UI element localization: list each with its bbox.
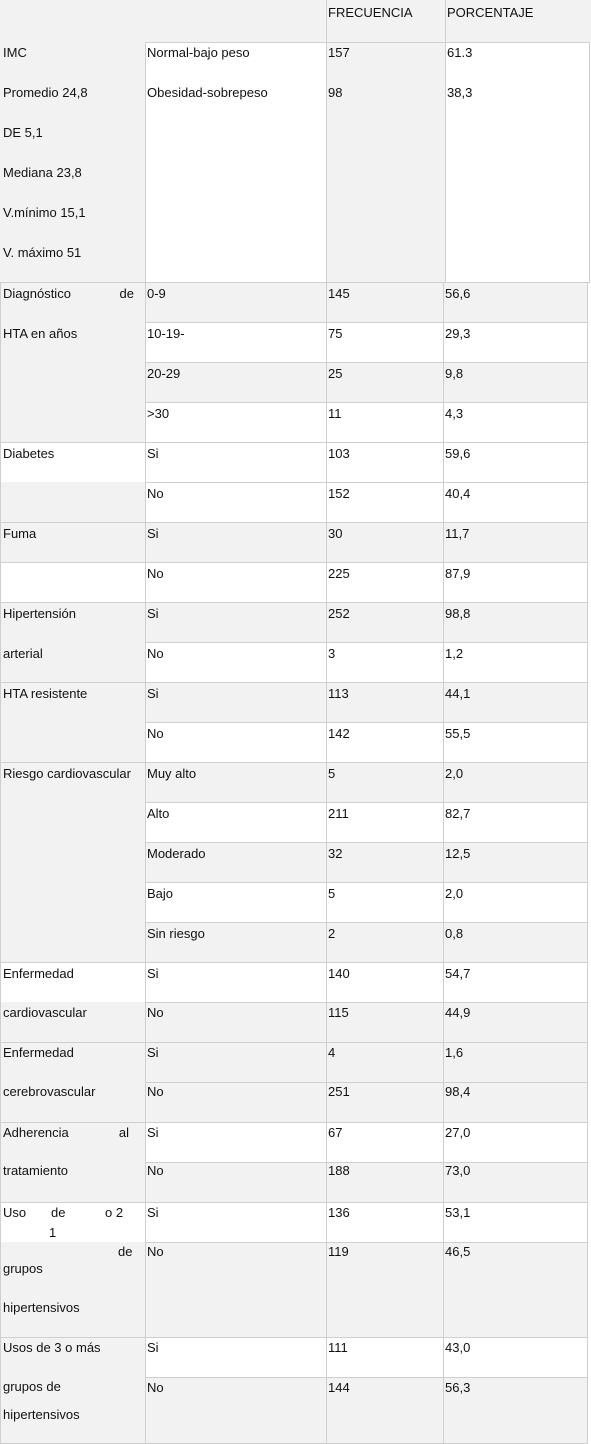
category-cell: 20-29 — [147, 366, 181, 381]
imc-stat: Promedio 24,8 — [3, 85, 88, 100]
category-cell: >30 — [147, 406, 170, 421]
percentage-cell: 1,2 — [445, 646, 464, 661]
frequency-cell: 75 — [328, 326, 343, 341]
imc-stat: V.mínimo 15,1 — [3, 205, 86, 220]
group-label-uso12-superscript: 1 — [49, 1225, 57, 1240]
group-label-uso12-line3: grupos — [3, 1261, 43, 1276]
category-cell: No — [147, 726, 164, 741]
category-cell: Si — [147, 1205, 159, 1220]
percentage-cell: 61.3 — [447, 45, 473, 60]
frequency-cell: 119 — [328, 1244, 349, 1259]
category-cell: Si — [147, 1125, 159, 1140]
category-cell: No — [147, 1084, 164, 1099]
category-cell: Moderado — [147, 846, 206, 861]
group-label-enf-cardiovascular: Enfermedad — [3, 966, 74, 981]
frequency-cell: 211 — [328, 806, 349, 821]
category-cell: Si — [147, 1340, 159, 1355]
percentage-cell: 44,9 — [445, 1005, 471, 1020]
frequency-cell: 2 — [328, 926, 336, 941]
percentage-cell: 4,3 — [445, 406, 464, 421]
group-label-adherencia-line2: tratamiento — [3, 1163, 69, 1178]
group-label-diagnostico: Diagnóstico de — [3, 286, 134, 301]
frequency-cell: 145 — [328, 286, 350, 301]
group-label-uso12-word: de — [118, 1244, 133, 1259]
percentage-cell: 54,7 — [445, 966, 471, 981]
percentage-cell: 27,0 — [445, 1125, 471, 1140]
imc-label: IMC — [3, 45, 27, 60]
group-label-fuma: Fuma — [3, 526, 37, 541]
category-cell: Sin riesgo — [147, 926, 205, 941]
category-cell: Si — [147, 1045, 159, 1060]
category-cell: No — [147, 1380, 164, 1395]
group-label-enf-cardiovascular-line2: cardiovascular — [3, 1005, 87, 1020]
group-label-uso12-line4: hipertensivos — [3, 1300, 80, 1315]
frequency-cell: 188 — [328, 1163, 350, 1178]
percentage-cell: 38,3 — [447, 85, 473, 100]
group-label-uso12-word: o 2 — [105, 1205, 124, 1220]
group-label-riesgo: Riesgo cardiovascular — [3, 766, 131, 781]
group-label-uso12-word: Uso — [3, 1205, 27, 1220]
percentage-cell: 44,1 — [445, 686, 471, 701]
percentage-cell: 55,5 — [445, 726, 471, 741]
frequency-cell: 30 — [328, 526, 343, 541]
group-label-hipertension: Hipertensión — [3, 606, 76, 621]
percentage-cell: 53,1 — [445, 1205, 471, 1220]
percentage-cell: 46,5 — [445, 1244, 471, 1259]
percentage-cell: 9,8 — [445, 366, 464, 381]
category-cell: Si — [147, 526, 159, 541]
category-cell: No — [147, 1163, 164, 1178]
category-cell: Obesidad-sobrepeso — [147, 85, 268, 100]
frequency-cell: 3 — [328, 646, 336, 661]
category-cell: 0-9 — [147, 286, 166, 301]
imc-stat: Mediana 23,8 — [3, 165, 82, 180]
group-label-uso3-line3: hipertensivos — [3, 1407, 80, 1422]
group-label-enf-cerebrovascular-line2: cerebrovascular — [3, 1084, 96, 1099]
group-label-uso3: Usos de 3 o más — [3, 1340, 101, 1355]
frequency-cell: 225 — [328, 566, 350, 581]
frequency-cell: 111 — [328, 1340, 348, 1355]
percentage-cell: 1,6 — [445, 1045, 464, 1060]
frequency-cell: 4 — [328, 1045, 336, 1060]
frequency-cell: 98 — [328, 85, 343, 100]
frequency-cell: 136 — [328, 1205, 350, 1220]
category-cell: Alto — [147, 806, 170, 821]
percentage-cell: 0,8 — [445, 926, 464, 941]
category-cell: Si — [147, 446, 159, 461]
frequency-cell: 252 — [328, 606, 350, 621]
group-label-hipertension-line2: arterial — [3, 646, 43, 661]
percentage-cell: 43,0 — [445, 1340, 471, 1355]
percentage-cell: 73,0 — [445, 1163, 471, 1178]
group-label-adherencia: Adherencia al — [3, 1125, 129, 1140]
category-cell: Muy alto — [147, 766, 197, 781]
frequency-cell: 32 — [328, 846, 343, 861]
percentage-cell: 40,4 — [445, 486, 471, 501]
frequency-cell: 251 — [328, 1084, 350, 1099]
frequency-cell: 11 — [328, 406, 342, 421]
category-cell: Normal-bajo peso — [147, 45, 250, 60]
percentage-cell: 98,4 — [445, 1084, 471, 1099]
category-cell: No — [147, 486, 164, 501]
group-label-diagnostico-line2: HTA en años — [3, 326, 78, 341]
frequency-cell: 115 — [328, 1005, 349, 1020]
category-cell: No — [147, 566, 164, 581]
percentage-cell: 98,8 — [445, 606, 471, 621]
category-cell: 10-19- — [147, 326, 185, 341]
frequency-cell: 67 — [328, 1125, 343, 1140]
group-label-uso3-line2: grupos de — [3, 1379, 61, 1394]
category-cell: No — [147, 1244, 164, 1259]
percentage-cell: 12,5 — [445, 846, 471, 861]
percentage-cell: 59,6 — [445, 446, 471, 461]
imc-stat: V. máximo 51 — [3, 245, 82, 260]
group-label-hta-resistente: HTA resistente — [3, 686, 88, 701]
header-porcentaje: PORCENTAJE — [447, 5, 534, 20]
category-cell: Si — [147, 606, 159, 621]
percentage-cell: 11,7 — [445, 526, 470, 541]
percentage-cell: 29,3 — [445, 326, 471, 341]
imc-freq-cell — [326, 42, 445, 282]
category-cell: No — [147, 1005, 164, 1020]
percentage-cell: 56,3 — [445, 1380, 471, 1395]
category-cell: No — [147, 646, 164, 661]
percentage-cell: 56,6 — [445, 286, 471, 301]
frequency-cell: 5 — [328, 886, 336, 901]
category-cell: Si — [147, 686, 159, 701]
group-label-enf-cerebrovascular: Enfermedad — [3, 1045, 74, 1060]
percentage-cell: 82,7 — [445, 806, 471, 821]
group-label-diabetes: Diabetes — [3, 446, 55, 461]
percentage-cell: 2,0 — [445, 766, 464, 781]
frequency-cell: 140 — [328, 966, 350, 981]
frequency-cell: 5 — [328, 766, 336, 781]
frequency-cell: 25 — [328, 366, 343, 381]
frequency-cell: 103 — [328, 446, 350, 461]
frequency-cell: 157 — [328, 45, 350, 60]
frequency-cell: 152 — [328, 486, 350, 501]
category-cell: Si — [147, 966, 159, 981]
percentage-cell: 87,9 — [445, 566, 471, 581]
frequency-cell: 113 — [328, 686, 349, 701]
frequency-cell: 144 — [328, 1380, 350, 1395]
category-cell: Bajo — [147, 886, 174, 901]
group-label-uso12-word: de — [51, 1205, 66, 1220]
percentage-cell: 2,0 — [445, 886, 464, 901]
frequency-cell: 142 — [328, 726, 350, 741]
header-frecuencia: FRECUENCIA — [328, 5, 413, 20]
imc-stat: DE 5,1 — [3, 125, 43, 140]
